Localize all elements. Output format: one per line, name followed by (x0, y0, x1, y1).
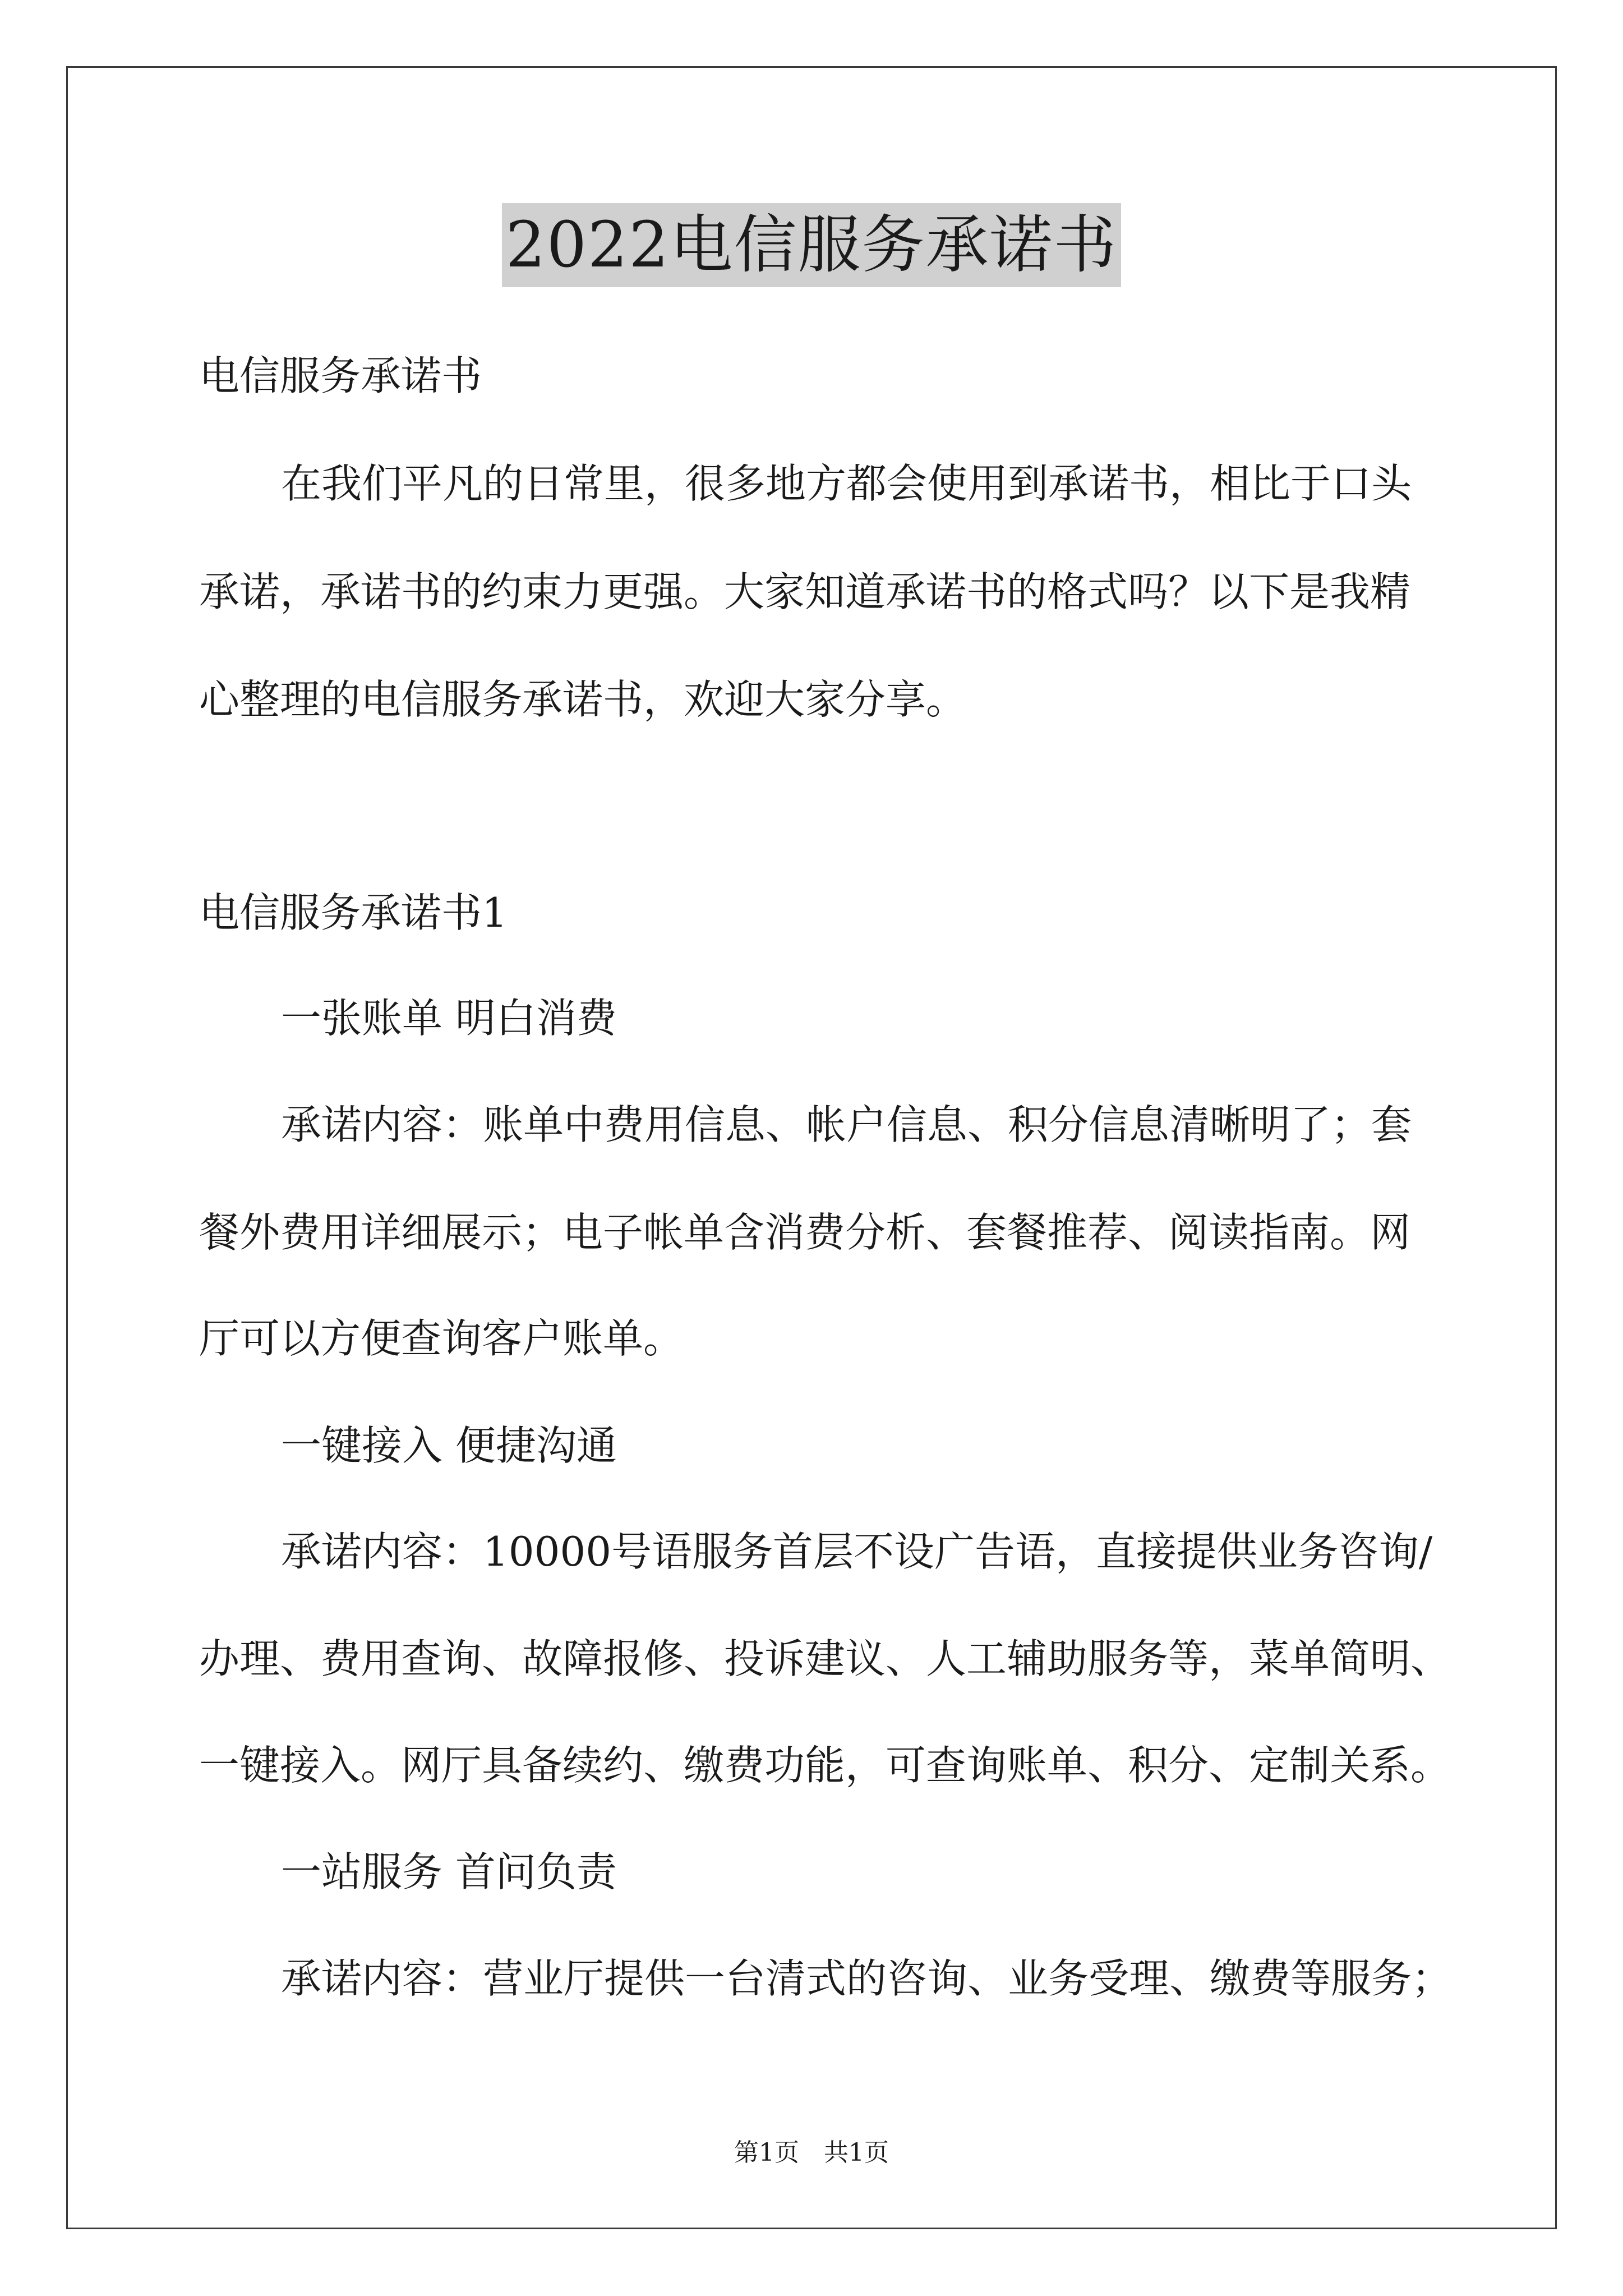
paragraph-line: 办理、费用查询、故障报修、投诉建议、人工辅助服务等，菜单简明、 (199, 1635, 1451, 1682)
paragraph-line: 厅可以方便查询客户账单。 (199, 1315, 684, 1362)
subheading: 一张账单 明白消费 (281, 995, 617, 1042)
document-title: 2022电信服务承诺书 (502, 203, 1121, 287)
paragraph-line: 在我们平凡的日常里，很多地方都会使用到承诺书，相比于口头 (281, 460, 1412, 507)
page-footer: 第1页 共1页 (734, 2138, 889, 2167)
section-heading: 电信服务承诺书1 (199, 889, 508, 936)
subheading: 一站服务 首问负责 (281, 1848, 617, 1895)
paragraph-line: 承诺内容：账单中费用信息、帐户信息、积分信息清晰明了；套 (281, 1101, 1412, 1148)
paragraph-line: 承诺内容：营业厅提供一台清式的咨询、业务受理、缴费等服务； (281, 1955, 1453, 2002)
doc-subtitle: 电信服务承诺书 (199, 352, 482, 399)
title-container (0, 203, 1623, 287)
paragraph-line: 心整理的电信服务承诺书，欢迎大家分享。 (199, 676, 967, 723)
paragraph-line: 一键接入。网厅具备续约、缴费功能，可查询账单、积分、定制关系。 (199, 1742, 1451, 1789)
paragraph-line: 餐外费用详细展示；电子帐单含消费分析、套餐推荐、阅读指南。网 (199, 1209, 1411, 1256)
subheading: 一键接入 便捷沟通 (281, 1422, 617, 1469)
paragraph-line: 承诺，承诺书的约束力更强。大家知道承诺书的格式吗？以下是我精 (199, 568, 1411, 615)
paragraph-line: 承诺内容：10000号语服务首层不设广告语，直接提供业务咨询/ (281, 1528, 1433, 1575)
